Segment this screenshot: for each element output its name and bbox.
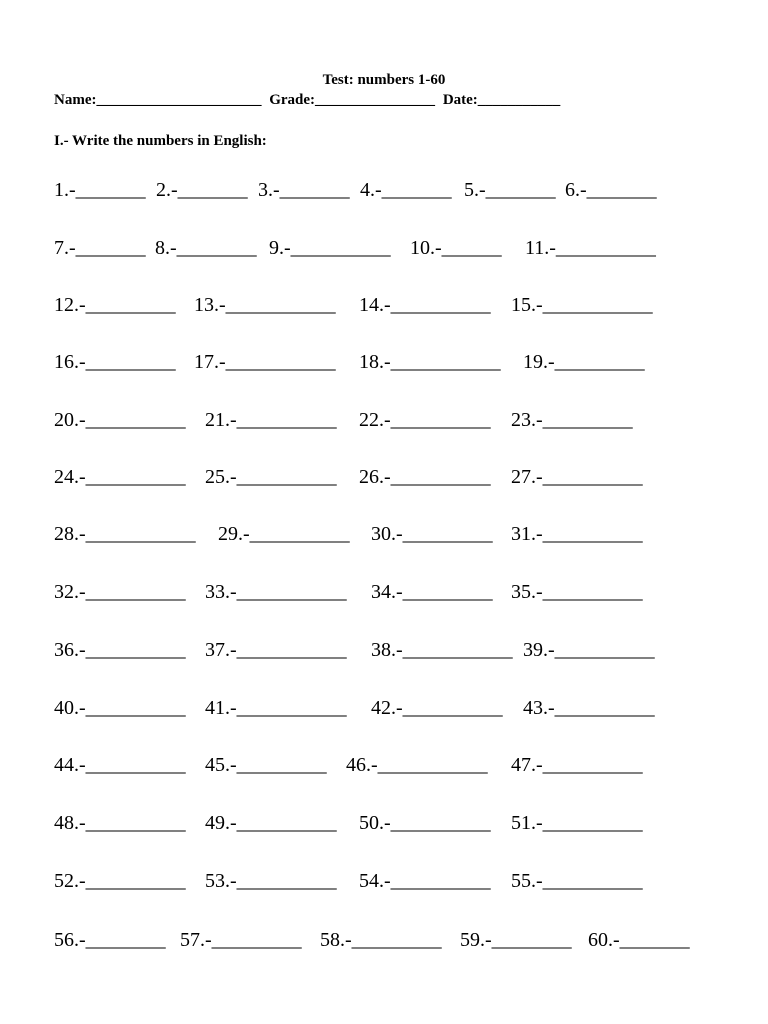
number-blank: 44.-__________ — [54, 754, 186, 776]
number-blank: 46.-___________ — [346, 754, 488, 776]
number-blank: 9.-__________ — [269, 237, 391, 259]
number-blank: 47.-__________ — [511, 754, 643, 776]
number-blank: 27.-__________ — [511, 466, 643, 488]
number-blank: 34.-_________ — [371, 581, 493, 603]
number-blank: 52.-__________ — [54, 870, 186, 892]
number-blank: 24.-__________ — [54, 466, 186, 488]
number-blank: 17.-___________ — [194, 351, 336, 373]
number-blank: 1.-_______ — [54, 179, 146, 201]
number-blank: 16.-_________ — [54, 351, 176, 373]
number-blank: 39.-__________ — [523, 639, 655, 661]
number-blank: 33.-___________ — [205, 581, 347, 603]
number-blank: 20.-__________ — [54, 409, 186, 431]
number-blank: 21.-__________ — [205, 409, 337, 431]
number-blank: 26.-__________ — [359, 466, 491, 488]
number-blank: 36.-__________ — [54, 639, 186, 661]
number-blank: 41.-___________ — [205, 697, 347, 719]
number-blank: 56.-________ — [54, 929, 166, 951]
number-blank: 38.-___________ — [371, 639, 513, 661]
number-blank: 32.-__________ — [54, 581, 186, 603]
number-blank: 8.-________ — [155, 237, 257, 259]
name-field: Name:______________________ — [54, 92, 262, 108]
number-blank: 49.-__________ — [205, 812, 337, 834]
number-blank: 23.-_________ — [511, 409, 633, 431]
number-blank: 22.-__________ — [359, 409, 491, 431]
number-blank: 55.-__________ — [511, 870, 643, 892]
student-info-row — [54, 92, 560, 109]
number-blank: 43.-__________ — [523, 697, 655, 719]
number-blank: 31.-__________ — [511, 523, 643, 545]
number-blank: 25.-__________ — [205, 466, 337, 488]
number-blank: 10.-______ — [410, 237, 502, 259]
number-blank: 2.-_______ — [156, 179, 248, 201]
number-blank: 4.-_______ — [360, 179, 452, 201]
number-blank: 51.-__________ — [511, 812, 643, 834]
number-blank: 40.-__________ — [54, 697, 186, 719]
number-blank: 48.-__________ — [54, 812, 186, 834]
test-title: Test: numbers 1-60 — [322, 72, 446, 88]
number-blank: 18.-___________ — [359, 351, 501, 373]
number-blank: 37.-___________ — [205, 639, 347, 661]
number-blank: 3.-_______ — [258, 179, 350, 201]
number-blank: 28.-___________ — [54, 523, 196, 545]
number-blank: 57.-_________ — [180, 929, 302, 951]
number-blank: 14.-__________ — [359, 294, 491, 316]
grade-field: Grade:________________ — [269, 92, 436, 108]
number-blank: 35.-__________ — [511, 581, 643, 603]
number-blank: 42.-__________ — [371, 697, 503, 719]
number-blank: 58.-_________ — [320, 929, 442, 951]
number-blank: 19.-_________ — [523, 351, 645, 373]
number-blank: 30.-_________ — [371, 523, 493, 545]
date-field: Date:___________ — [442, 92, 561, 108]
number-blank: 11.-__________ — [525, 237, 656, 259]
number-blank: 59.-________ — [460, 929, 572, 951]
number-blank: 45.-_________ — [205, 754, 327, 776]
instruction-text: I.- Write the numbers in English: — [54, 133, 267, 149]
number-blank: 29.-__________ — [218, 523, 350, 545]
number-blank: 50.-__________ — [359, 812, 491, 834]
number-blank: 12.-_________ — [54, 294, 176, 316]
number-blank: 53.-__________ — [205, 870, 337, 892]
number-blank: 54.-__________ — [359, 870, 491, 892]
number-blank: 6.-_______ — [565, 179, 657, 201]
number-blank: 60.-_______ — [588, 929, 690, 951]
number-blank: 7.-_______ — [54, 237, 146, 259]
number-blank: 15.-___________ — [511, 294, 653, 316]
number-blank: 5.-_______ — [464, 179, 556, 201]
number-blank: 13.-___________ — [194, 294, 336, 316]
